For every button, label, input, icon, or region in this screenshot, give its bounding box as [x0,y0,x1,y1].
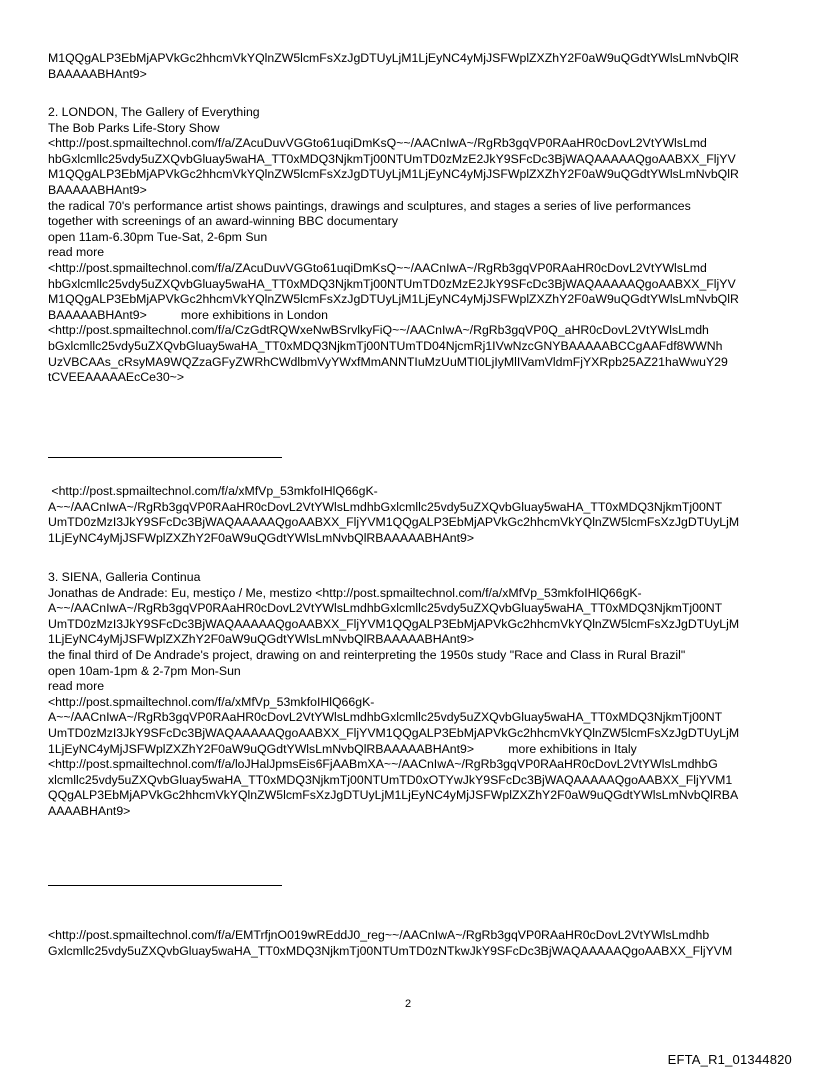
text-line: <http://post.spmailtechnol.com/f/a/xMfVp_53mkfoIHlQ66gK- [48,484,378,498]
text-line: A~~/AACnIwA~/RgRb3gqVP0RAaHR0cDovL2VtYWlsLmdhbGxlcmllc25vdy5uZXQvbGluay5waHA_TT0xMDQ3NjkmTj00NT [48,710,723,725]
text-line: UmTD0zMzI3JkY9SFcDc3BjWAQAAAAAQgoAABXX_FljYVM1QQgALP3EbMjAPVkGc2hhcmVkYQlnZW5lcmFsXzJgDTUyLjM [48,725,740,740]
block-london [48,105,776,386]
text-line: <http://post.spmailtechnol.com/f/a/ZAcuDuvVGGto61uqiDmKsQ~~/AACnIwA~/RgRb3gqVP0RAaHR0cDovL2VtYWlsLmd [48,136,707,151]
text-line: hbGxlcmllc25vdy5uZXQvbGluay5waHA_TT0xMDQ3NjkmTj00NTUmTD0zMzE2JkY9SFcDc3BjWAQAAAAAQgoAABXX_FljYV [48,151,736,166]
text-line: BAAAAABHAnt9> more exhibitions in London [48,307,328,322]
document-id: EFTA_R1_01344820 [667,1052,792,1067]
separator-rule [48,457,282,458]
text-line: read more [48,679,105,694]
text-line: the final third of De Andrade's project, drawing on and reinterpreting the 1950s study "Race and Class in Rural Brazil" [48,647,686,662]
text-line: UzVBCAAs_cRsyMA9WQZzaGFyZWRhCWdlbmVyYWxfMmANNTIuMzUuMTI0LjIyMlIVamVldmFjYXRpb25AZ21haWwuY29 [48,354,728,369]
text-line: 3. SIENA, Galleria Continua [48,570,201,584]
text-line: M1QQgALP3EbMjAPVkGc2hhcmVkYQlnZW5lcmFsXzJgDTUyLjM1LjEyNC4yMjJSFWplZXZhY2F0aW9uQGdtYWlsLmNvbQlR [48,292,739,307]
text-line: the radical 70's performance artist shows paintings, drawings and sculptures, and stages a series of live performances [48,198,691,213]
block-separator-link [48,484,776,546]
block-intro-tail [48,51,776,82]
text-line: BAAAAABHAnt9> [48,182,147,197]
text-line: BAAAAABHAnt9> [48,66,147,81]
text-line: QQgALP3EbMjAPVkGc2hhcmVkYQlnZW5lcmFsXzJgDTUyLjM1LjEyNC4yMjJSFWplZXZhY2F0aW9uQGdtYWlsLmNvbQlRBA [48,788,739,803]
block-footer-link [48,928,776,959]
text-line: Gxlcmllc25vdy5uZXQvbGluay5waHA_TT0xMDQ3NjkmTj00NTUmTD0zNTkwJkY9SFcDc3BjWAQAAAAAQgoAABXX_FljYVM [48,943,733,958]
text-line: xlcmllc25vdy5uZXQvbGluay5waHA_TT0xMDQ3NjkmTj00NTUmTD0xOTYwJkY9SFcDc3BjWAQAAAAAQgoAABXX_FljYVM1 [48,772,733,787]
text-line: hbGxlcmllc25vdy5uZXQvbGluay5waHA_TT0xMDQ3NjkmTj00NTUmTD0zMzE2JkY9SFcDc3BjWAQAAAAAQgoAABXX_FljYV [48,276,736,291]
text-line: UmTD0zMzI3JkY9SFcDc3BjWAQAAAAAQgoAABXX_FljYVM1QQgALP3EbMjAPVkGc2hhcmVkYQlnZW5lcmFsXzJgDTUyLjM [48,616,740,631]
text-line: A~~/AACnIwA~/RgRb3gqVP0RAaHR0cDovL2VtYWlsLmdhbGxlcmllc25vdy5uZXQvbGluay5waHA_TT0xMDQ3NjkmTj00NT [48,601,723,616]
text-line: read more [48,245,105,260]
text-line: M1QQgALP3EbMjAPVkGc2hhcmVkYQlnZW5lcmFsXzJgDTUyLjM1LjEyNC4yMjJSFWplZXZhY2F0aW9uQGdtYWlsLmNvbQlR [48,167,739,182]
text-line: tCVEEAAAAAEcCe30~> [48,370,185,385]
text-line: A~~/AACnIwA~/RgRb3gqVP0RAaHR0cDovL2VtYWlsLmdhbGxlcmllc25vdy5uZXQvbGluay5waHA_TT0xMDQ3NjkmTj00NT [48,499,723,514]
text-line: together with screenings of an award-winning BBC documentary [48,214,398,229]
text-line: UmTD0zMzI3JkY9SFcDc3BjWAQAAAAAQgoAABXX_FljYVM1QQgALP3EbMjAPVkGc2hhcmVkYQlnZW5lcmFsXzJgDTUyLjM [48,515,740,530]
text-line: 1LjEyNC4yMjJSFWplZXZhY2F0aW9uQGdtYWlsLmNvbQlRBAAAAABHAnt9> [48,632,475,647]
page-number: 2 [404,998,412,1010]
text-line: <http://post.spmailtechnol.com/f/a/EMTrfjnO019wREddJ0_reg~~/AACnIwA~/RgRb3gqVP0RAaHR0cDovL2VtYWlsLmdhb [48,928,710,942]
text-line: AAAABHAnt9> [48,803,131,818]
text-line: bGxlcmllc25vdy5uZXQvbGluay5waHA_TT0xMDQ3NjkmTj00NTUmTD04NjcmRj1IVwNzcGNYBAAAAABCCgAAFdf8WWNh [48,338,723,353]
text-line: 1LjEyNC4yMjJSFWplZXZhY2F0aW9uQGdtYWlsLmNvbQlRBAAAAABHAnt9> more exhibitions in Italy [48,741,637,756]
text-line: <http://post.spmailtechnol.com/f/a/xMfVp_53mkfoIHlQ66gK- [48,694,375,709]
text-line: 2. LONDON, The Gallery of Everything [48,105,260,119]
text-line: open 10am-1pm & 2-7pm Mon-Sun [48,663,241,678]
text-line: open 11am-6.30pm Tue-Sat, 2-6pm Sun [48,229,268,244]
text-line: 1LjEyNC4yMjJSFWplZXZhY2F0aW9uQGdtYWlsLmNvbQlRBAAAAABHAnt9> [48,530,475,545]
text-line: <http://post.spmailtechnol.com/f/a/CzGdtRQWxeNwBSrvlkyFiQ~~/AACnIwA~/RgRb3gqVP0Q_aHR0cDovL2VtYWlsLmdh [48,323,709,338]
text-line: Jonathas de Andrade: Eu, mestiço / Me, mestizo <http://post.spmailtechnol.com/f/a/xMfVp_53mkfoIHlQ66gK- [48,585,642,600]
text-line: <http://post.spmailtechnol.com/f/a/ZAcuDuvVGGto61uqiDmKsQ~~/AACnIwA~/RgRb3gqVP0RAaHR0cDovL2VtYWlsLmd [48,260,707,275]
block-siena [48,570,776,820]
separator-rule [48,885,282,886]
text-line: M1QQgALP3EbMjAPVkGc2hhcmVkYQlnZW5lcmFsXzJgDTUyLjM1LjEyNC4yMjJSFWplZXZhY2F0aW9uQGdtYWlsLmNvbQlR [48,51,739,65]
text-line: The Bob Parks Life-Story Show [48,120,220,135]
text-line: <http://post.spmailtechnol.com/f/a/loJHalJpmsEis6FjAABmXA~~/AACnIwA~/RgRb3gqVP0RAaHR0cDovL2VtYWlsLmdhbG [48,757,718,772]
